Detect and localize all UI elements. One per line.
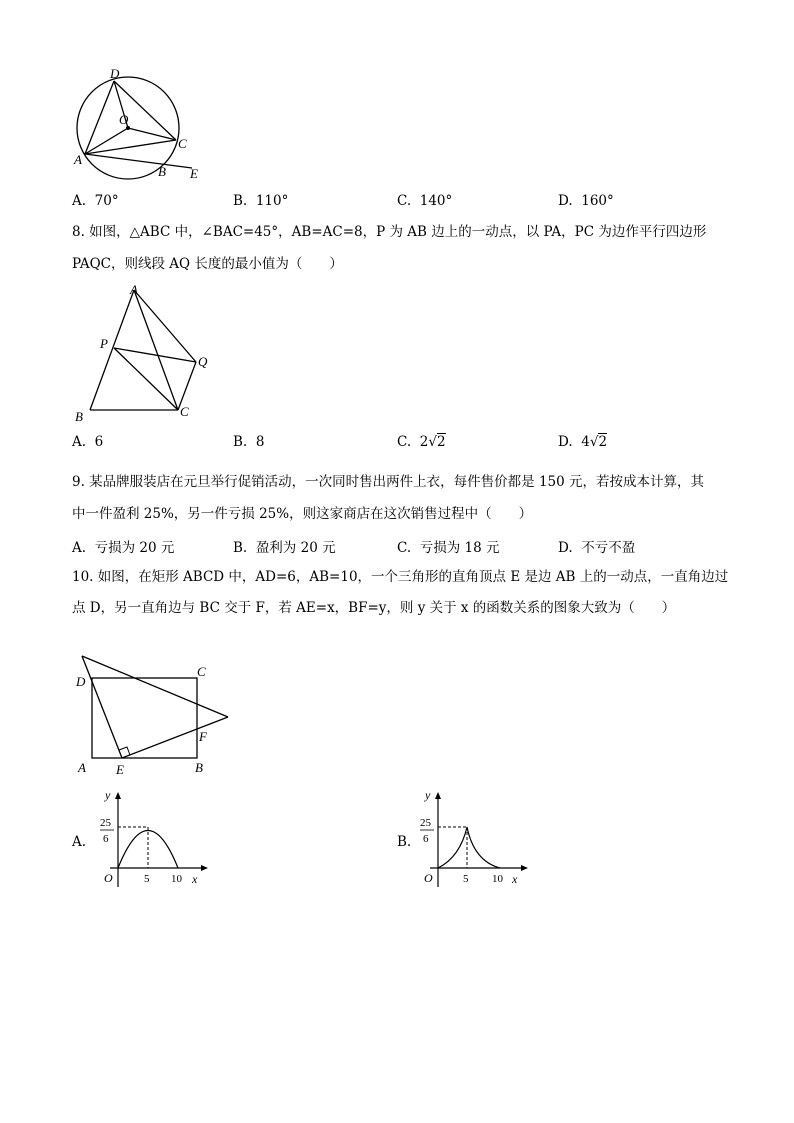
y-axis-arrow bbox=[435, 792, 441, 799]
q7-circle-figure bbox=[70, 62, 220, 182]
y-axis-arrow bbox=[115, 792, 121, 799]
q7-option-b bbox=[233, 193, 288, 209]
q9-option-d bbox=[558, 536, 635, 556]
segment-qc bbox=[178, 362, 196, 410]
y-label: y bbox=[425, 788, 431, 802]
q8-option-c bbox=[397, 434, 446, 450]
q10-option-b-letter: B. bbox=[397, 834, 412, 850]
option-text: 盈利为 20 元 bbox=[255, 540, 336, 556]
label-e: E bbox=[190, 166, 198, 181]
q10-graph-b bbox=[408, 785, 538, 895]
label-a: A bbox=[130, 282, 138, 297]
label-q: Q bbox=[198, 354, 208, 369]
segment-ac bbox=[134, 290, 178, 410]
q10-stem-line2: 点 D，另一直角边与 BC 交于 F，若 AE=x，BF=y，则 y 关于 x 的函数关系的图象大致为（ ） bbox=[72, 600, 676, 616]
option-letter: C. bbox=[397, 434, 412, 450]
label-a: A bbox=[74, 152, 82, 167]
x-tick-5: 5 bbox=[463, 873, 469, 885]
q8-option-d bbox=[558, 434, 607, 450]
label-d: D bbox=[76, 674, 86, 689]
label-c: C bbox=[180, 404, 189, 419]
q8-parallelogram-figure bbox=[70, 280, 220, 425]
label-b: B bbox=[195, 760, 203, 775]
y-value-bottom: 6 bbox=[103, 833, 109, 845]
option-letter: A. bbox=[72, 540, 87, 556]
q9-stem-line1: 9. 某品牌服装店在元旦举行促销活动，一次同时售出两件上衣，每件售价都是 150 元，若按成本计算，其 bbox=[72, 474, 705, 490]
option-text: 70° bbox=[94, 193, 119, 209]
option-letter: D. bbox=[558, 193, 573, 209]
label-f: F bbox=[199, 729, 207, 744]
leg-to-f bbox=[122, 717, 228, 758]
q9-stem-line2: 中一件盈利 25%，另一件亏损 25%，则这家商店在这次销售过程中（ ） bbox=[72, 506, 533, 522]
label-c: C bbox=[178, 136, 187, 151]
segment-ad bbox=[85, 81, 114, 154]
option-text: 亏损为 18 元 bbox=[419, 540, 500, 556]
hypotenuse bbox=[82, 656, 228, 717]
origin-label: O bbox=[104, 871, 113, 885]
x-tick-10: 10 bbox=[171, 873, 182, 885]
radicand: 2 bbox=[598, 434, 608, 450]
q8-option-b bbox=[233, 434, 264, 450]
q7-option-d bbox=[558, 193, 614, 209]
option-text: 亏损为 20 元 bbox=[94, 540, 175, 556]
label-p: P bbox=[100, 336, 108, 351]
option-text: 110° bbox=[255, 193, 289, 209]
x-tick-5: 5 bbox=[144, 873, 150, 885]
option-letter: A. bbox=[72, 193, 87, 209]
label-c: C bbox=[197, 664, 206, 679]
option-letter: A. bbox=[72, 434, 87, 450]
option-text: 8 bbox=[255, 434, 265, 450]
x-axis-arrow bbox=[201, 865, 208, 871]
x-label: x bbox=[192, 872, 198, 886]
x-tick-10: 10 bbox=[492, 873, 503, 885]
curve-b-left bbox=[438, 827, 467, 868]
y-label: y bbox=[105, 788, 111, 802]
label-e: E bbox=[116, 762, 124, 777]
q10-option-a-letter: A. bbox=[72, 834, 87, 850]
q10-stem-line1: 10. 如图，在矩形 ABCD 中，AD=6，AB=10，一个三角形的直角顶点 E 是边 AB 上的一动点，一直角边过 bbox=[72, 569, 729, 585]
option-letter: D. bbox=[558, 540, 573, 556]
y-value-top: 25 bbox=[420, 817, 431, 829]
q8-stem-line2: PAQC，则线段 AQ 长度的最小值为（ ） bbox=[72, 256, 343, 272]
option-letter: B. bbox=[233, 193, 248, 209]
option-text: 160° bbox=[581, 193, 614, 209]
label-b: B bbox=[75, 409, 83, 424]
option-letter: C. bbox=[397, 193, 412, 209]
option-text: 6 bbox=[94, 434, 104, 450]
q10-rectangle-figure bbox=[70, 650, 245, 780]
origin-label: O bbox=[424, 871, 433, 885]
label-b: B bbox=[158, 164, 166, 179]
sqrt-symbol: √ bbox=[589, 434, 599, 450]
segment-ac bbox=[85, 140, 176, 154]
y-value-top: 25 bbox=[100, 817, 111, 829]
coef: 2 bbox=[419, 434, 429, 450]
leg-through-d bbox=[82, 656, 122, 758]
option-text: 不亏不盈 bbox=[581, 540, 636, 556]
option-text: 140° bbox=[419, 193, 453, 209]
q9-option-c bbox=[397, 536, 500, 556]
x-label: x bbox=[512, 872, 518, 886]
option-letter: D. bbox=[558, 434, 573, 450]
rectangle-abcd bbox=[92, 678, 197, 758]
option-letter: C. bbox=[397, 540, 412, 556]
sqrt-symbol: √ bbox=[428, 434, 437, 450]
q9-option-a bbox=[72, 536, 174, 556]
label-o: O bbox=[119, 112, 129, 127]
option-letter: B. bbox=[233, 540, 248, 556]
segment-aq bbox=[134, 290, 196, 362]
q9-option-b bbox=[233, 536, 336, 556]
q7-option-c bbox=[397, 193, 452, 209]
radicand: 2 bbox=[436, 434, 446, 450]
q8-stem-line1: 8. 如图，△ABC 中，∠BAC=45°，AB=AC=8，P 为 AB 边上的一动点，以 PA，PC 为边作平行四边形 bbox=[72, 224, 707, 240]
option-letter: B. bbox=[233, 434, 248, 450]
line-ae bbox=[85, 154, 192, 168]
q8-option-a bbox=[72, 434, 103, 450]
label-a: A bbox=[78, 760, 86, 775]
y-value-bottom: 6 bbox=[423, 833, 429, 845]
coef: 4 bbox=[581, 434, 590, 450]
curve-b-right bbox=[467, 827, 500, 868]
x-axis-arrow bbox=[521, 865, 528, 871]
q7-option-a bbox=[72, 193, 119, 209]
label-d: D bbox=[110, 66, 120, 81]
q10-graph-a bbox=[88, 785, 218, 895]
